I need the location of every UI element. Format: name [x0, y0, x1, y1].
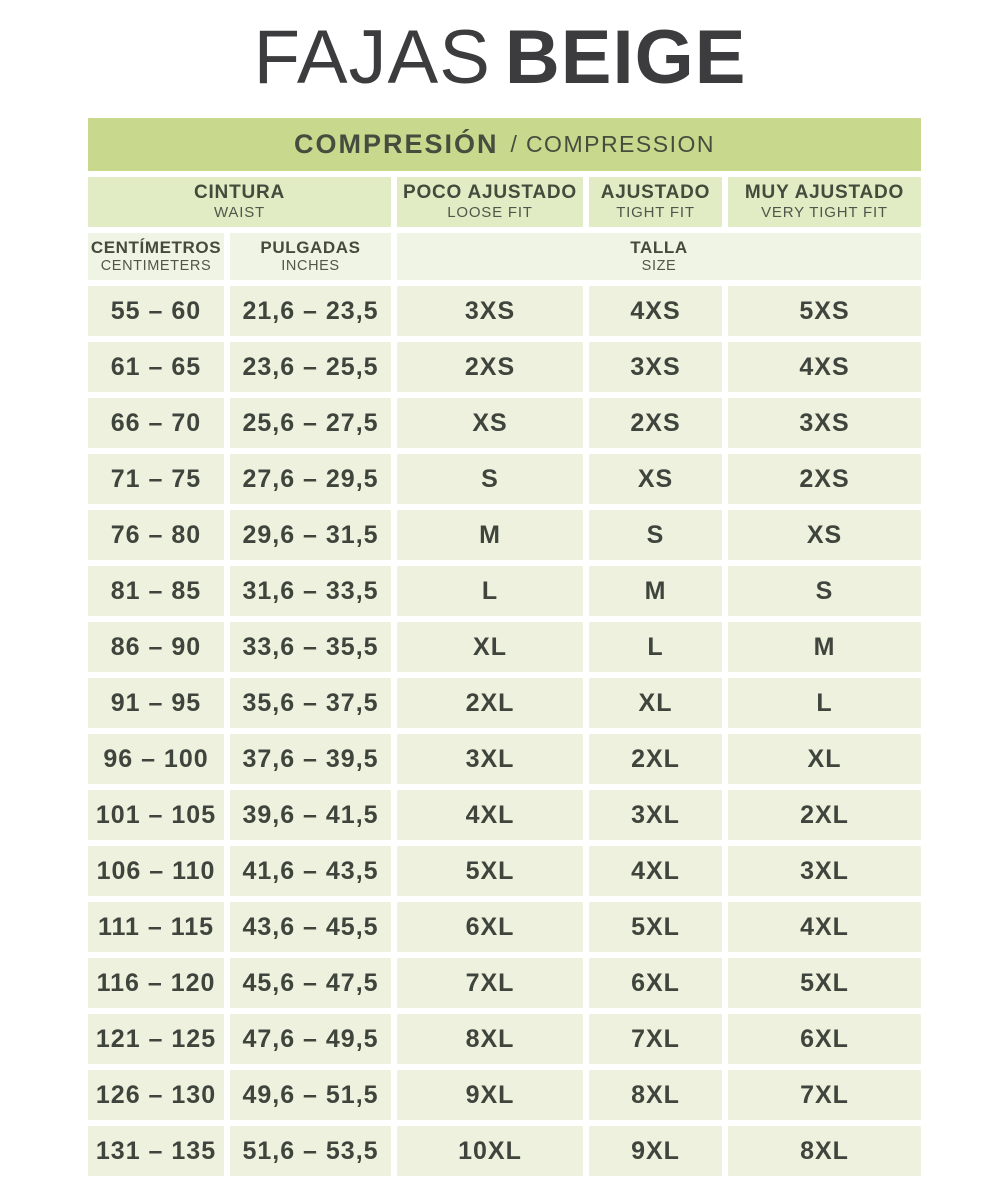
- cell-size-tight: 9XL: [589, 1126, 722, 1176]
- page-title: [0, 15, 1000, 100]
- col-header-waist-es: CINTURA: [193, 182, 286, 204]
- cell-cm: 126 – 130: [88, 1070, 224, 1120]
- cell-size-tight: 8XL: [589, 1070, 722, 1120]
- cell-size-loose: 10XL: [397, 1126, 583, 1176]
- cell-size-very-tight: 3XL: [728, 846, 921, 896]
- cell-size-loose: 3XS: [397, 286, 583, 336]
- cell-inches: 27,6 – 29,5: [230, 454, 391, 504]
- cell-size-very-tight: M: [728, 622, 921, 672]
- cell-size-tight: S: [589, 510, 722, 560]
- cell-size-loose: 6XL: [397, 902, 583, 952]
- cell-size-loose: 2XL: [397, 678, 583, 728]
- col-header-waist-en: WAIST: [214, 204, 265, 222]
- col-header-tight-es: AJUSTADO: [600, 182, 711, 204]
- cell-inches: 23,6 – 25,5: [230, 342, 391, 392]
- col-header-very-tight-en: VERY TIGHT FIT: [761, 204, 888, 222]
- col-header-loose-en: LOOSE FIT: [447, 204, 533, 222]
- cell-cm: 96 – 100: [88, 734, 224, 784]
- band-title-es: COMPRESIÓN: [294, 129, 499, 159]
- cell-inches: 47,6 – 49,5: [230, 1014, 391, 1064]
- size-chart-table: [88, 118, 921, 1182]
- table-row: [88, 622, 921, 672]
- title-product: BEIGE: [504, 15, 747, 100]
- cell-size-tight: 6XL: [589, 958, 722, 1008]
- cell-size-very-tight: S: [728, 566, 921, 616]
- cell-size-loose: 8XL: [397, 1014, 583, 1064]
- cell-cm: 121 – 125: [88, 1014, 224, 1064]
- table-row: [88, 734, 921, 784]
- cell-inches: 45,6 – 47,5: [230, 958, 391, 1008]
- band-title-en: COMPRESSION: [525, 131, 715, 157]
- table-row: [88, 958, 921, 1008]
- cell-size-very-tight: 4XL: [728, 902, 921, 952]
- table-row: [88, 454, 921, 504]
- cell-size-tight: 3XS: [589, 342, 722, 392]
- table-row: [88, 342, 921, 392]
- cell-inches: 31,6 – 33,5: [230, 566, 391, 616]
- cell-size-loose: 5XL: [397, 846, 583, 896]
- cell-size-loose: 7XL: [397, 958, 583, 1008]
- sub-header-size-es: TALLA: [630, 237, 688, 257]
- cell-size-tight: XL: [589, 678, 722, 728]
- col-header-very-tight-fit: [728, 177, 921, 227]
- cell-size-very-tight: XL: [728, 734, 921, 784]
- sub-header-inches-en: INCHES: [281, 258, 340, 274]
- cell-inches: 39,6 – 41,5: [230, 790, 391, 840]
- sub-header-size: [397, 233, 921, 280]
- cell-size-very-tight: XS: [728, 510, 921, 560]
- table-row: [88, 790, 921, 840]
- sub-header-size-en: SIZE: [641, 258, 677, 274]
- col-header-waist: [88, 177, 391, 227]
- cell-inches: 21,6 – 23,5: [230, 286, 391, 336]
- cell-size-loose: M: [397, 510, 583, 560]
- cell-cm: 86 – 90: [88, 622, 224, 672]
- cell-size-loose: 9XL: [397, 1070, 583, 1120]
- sub-header-cm-es: CENTÍMETROS: [90, 237, 222, 257]
- cell-size-loose: L: [397, 566, 583, 616]
- cell-size-tight: XS: [589, 454, 722, 504]
- cell-size-very-tight: 8XL: [728, 1126, 921, 1176]
- col-header-very-tight-es: MUY AJUSTADO: [744, 182, 905, 204]
- cell-cm: 116 – 120: [88, 958, 224, 1008]
- column-header-row: [88, 177, 921, 227]
- cell-size-very-tight: 2XL: [728, 790, 921, 840]
- cell-inches: 41,6 – 43,5: [230, 846, 391, 896]
- table-row: [88, 286, 921, 336]
- title-brand: FAJAS: [253, 15, 491, 100]
- cell-cm: 111 – 115: [88, 902, 224, 952]
- cell-size-tight: M: [589, 566, 722, 616]
- cell-cm: 55 – 60: [88, 286, 224, 336]
- table-row: [88, 902, 921, 952]
- table-row: [88, 678, 921, 728]
- cell-inches: 33,6 – 35,5: [230, 622, 391, 672]
- cell-size-tight: 4XL: [589, 846, 722, 896]
- cell-cm: 66 – 70: [88, 398, 224, 448]
- cell-size-very-tight: 5XS: [728, 286, 921, 336]
- cell-size-tight: 4XS: [589, 286, 722, 336]
- col-header-tight-fit: [589, 177, 722, 227]
- table-row: [88, 510, 921, 560]
- cell-inches: 49,6 – 51,5: [230, 1070, 391, 1120]
- table-row: [88, 1070, 921, 1120]
- sub-header-inches: [230, 233, 391, 280]
- cell-size-tight: 3XL: [589, 790, 722, 840]
- cell-size-tight: L: [589, 622, 722, 672]
- band-separator: /: [510, 131, 517, 157]
- cell-inches: 29,6 – 31,5: [230, 510, 391, 560]
- cell-size-loose: XL: [397, 622, 583, 672]
- cell-size-loose: 2XS: [397, 342, 583, 392]
- cell-size-tight: 5XL: [589, 902, 722, 952]
- sub-header-centimeters: [88, 233, 224, 280]
- col-header-loose-fit: [397, 177, 583, 227]
- cell-size-loose: XS: [397, 398, 583, 448]
- sub-header-inches-es: PULGADAS: [260, 237, 361, 257]
- cell-size-very-tight: L: [728, 678, 921, 728]
- table-row: [88, 1014, 921, 1064]
- cell-cm: 71 – 75: [88, 454, 224, 504]
- cell-size-loose: 3XL: [397, 734, 583, 784]
- cell-size-very-tight: 5XL: [728, 958, 921, 1008]
- cell-inches: 43,6 – 45,5: [230, 902, 391, 952]
- table-row: [88, 1126, 921, 1176]
- cell-size-tight: 7XL: [589, 1014, 722, 1064]
- cell-size-loose: 4XL: [397, 790, 583, 840]
- cell-inches: 37,6 – 39,5: [230, 734, 391, 784]
- cell-size-very-tight: 3XS: [728, 398, 921, 448]
- table-row: [88, 398, 921, 448]
- cell-inches: 25,6 – 27,5: [230, 398, 391, 448]
- cell-size-very-tight: 2XS: [728, 454, 921, 504]
- table-row: [88, 846, 921, 896]
- cell-cm: 61 – 65: [88, 342, 224, 392]
- sub-header-row: [88, 233, 921, 280]
- cell-size-very-tight: 4XS: [728, 342, 921, 392]
- cell-cm: 91 – 95: [88, 678, 224, 728]
- cell-size-loose: S: [397, 454, 583, 504]
- cell-inches: 51,6 – 53,5: [230, 1126, 391, 1176]
- cell-size-tight: 2XS: [589, 398, 722, 448]
- col-header-tight-en: TIGHT FIT: [616, 204, 695, 222]
- cell-size-very-tight: 7XL: [728, 1070, 921, 1120]
- table-row: [88, 566, 921, 616]
- cell-inches: 35,6 – 37,5: [230, 678, 391, 728]
- cell-size-very-tight: 6XL: [728, 1014, 921, 1064]
- cell-cm: 106 – 110: [88, 846, 224, 896]
- sub-header-cm-en: CENTIMETERS: [100, 258, 212, 274]
- compression-band: [88, 118, 921, 171]
- cell-cm: 131 – 135: [88, 1126, 224, 1176]
- cell-cm: 101 – 105: [88, 790, 224, 840]
- cell-cm: 81 – 85: [88, 566, 224, 616]
- col-header-loose-es: POCO AJUSTADO: [402, 182, 578, 204]
- cell-size-tight: 2XL: [589, 734, 722, 784]
- cell-cm: 76 – 80: [88, 510, 224, 560]
